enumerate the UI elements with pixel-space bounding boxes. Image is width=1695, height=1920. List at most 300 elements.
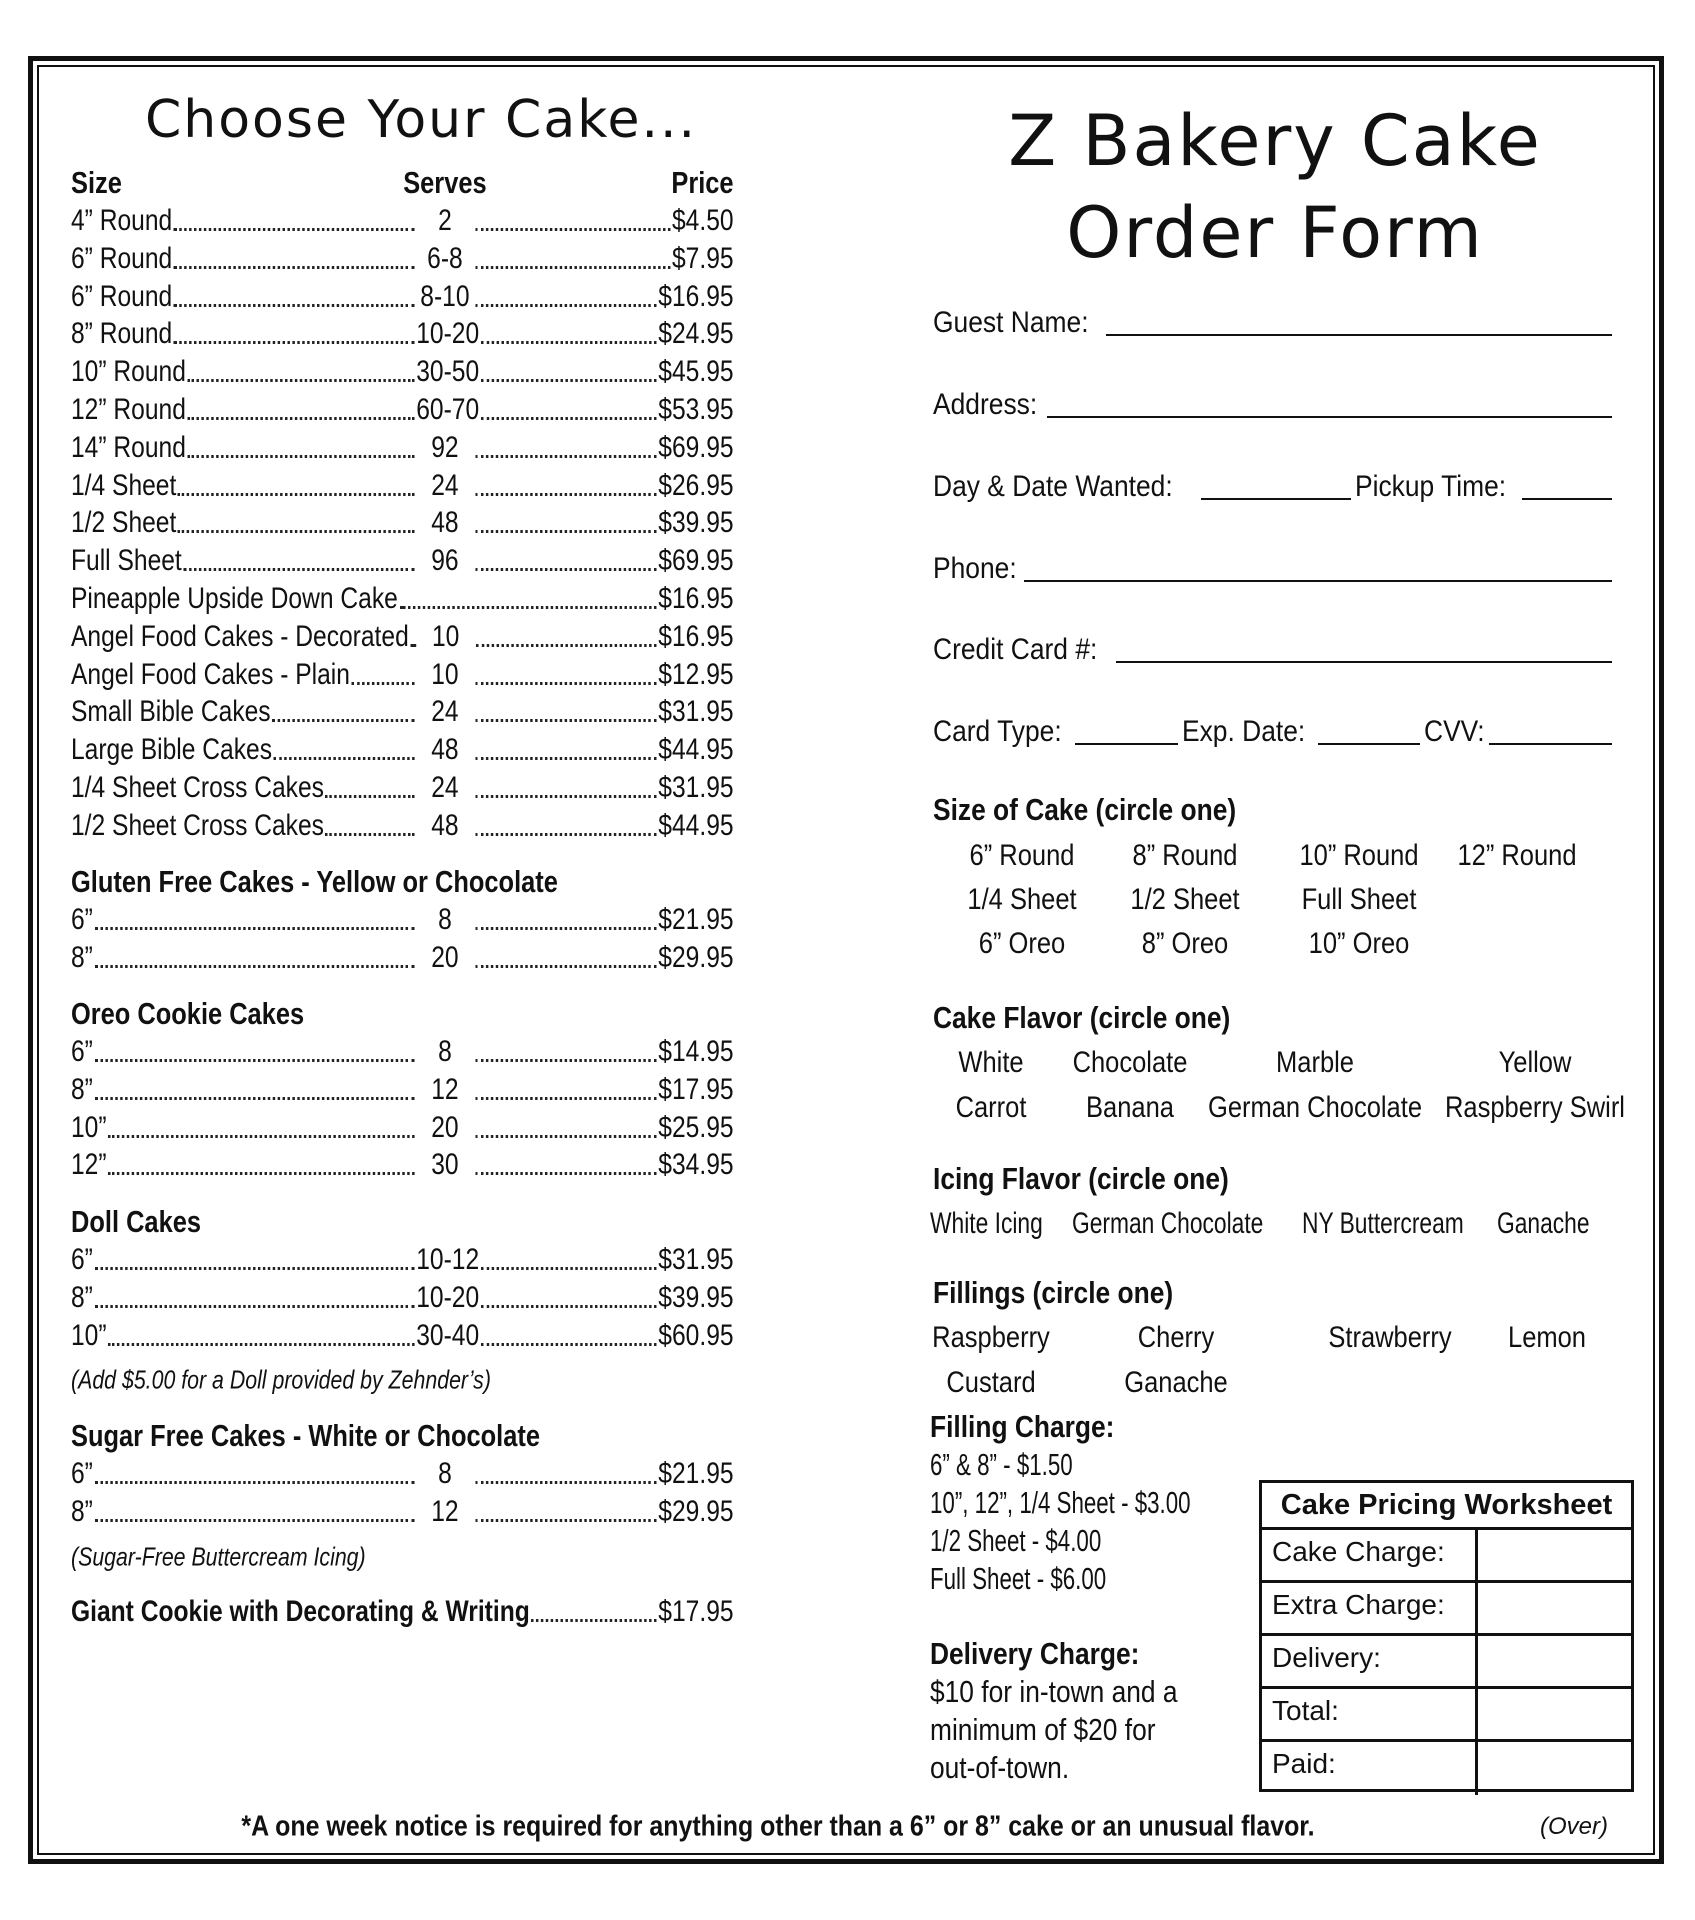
date-pickup-field[interactable] <box>933 464 1616 504</box>
price-part <box>474 694 734 730</box>
leader-dots <box>188 417 415 420</box>
size-part <box>71 808 416 844</box>
menu-row <box>71 316 734 352</box>
credit-card-line[interactable] <box>1116 661 1612 663</box>
size-part <box>71 505 416 541</box>
item-price: $21.95 <box>658 903 734 936</box>
size-part <box>71 1110 416 1146</box>
phone-label: Phone: <box>933 552 1017 585</box>
leader-dots <box>95 1267 415 1270</box>
flavor-option[interactable]: Banana <box>1086 1091 1174 1124</box>
leader-dots <box>183 568 414 571</box>
size-part <box>71 940 416 976</box>
guest-name-label: Guest Name: <box>933 306 1089 339</box>
filling-option[interactable]: Custard <box>946 1366 1036 1399</box>
size-part <box>71 279 416 315</box>
leader-dots <box>481 1305 657 1308</box>
price-part <box>474 468 734 504</box>
worksheet-label: Extra Charge: <box>1262 1583 1478 1633</box>
item-price: $31.95 <box>658 695 734 729</box>
price-part <box>474 657 734 693</box>
doll-note: (Add $5.00 for a Doll provided by Zehnder’s) <box>71 1364 491 1395</box>
leader-dots <box>476 644 657 647</box>
item-serves: 30 <box>431 1148 459 1182</box>
leader-dots <box>399 606 404 609</box>
leader-dots <box>188 379 415 382</box>
sugar-row <box>71 1456 734 1492</box>
size-section-title: Size of Cake (circle one) <box>933 792 1237 827</box>
item-price: $69.95 <box>658 544 734 578</box>
menu-row <box>71 808 734 844</box>
size-option[interactable]: 8” Oreo <box>1141 927 1229 960</box>
item-price: $7.95 <box>671 241 734 275</box>
price-part <box>474 1034 734 1070</box>
item-price: $17.95 <box>658 1595 734 1628</box>
icing-option[interactable]: Ganache <box>1497 1207 1590 1240</box>
price-part <box>474 902 734 938</box>
leader-dots <box>481 1343 657 1346</box>
leader-dots <box>475 455 656 458</box>
flavor-option[interactable]: Yellow <box>1498 1046 1572 1079</box>
size-part <box>71 1494 416 1530</box>
leader-dots <box>531 1619 656 1622</box>
leader-dots <box>108 1343 414 1346</box>
price-part <box>474 1072 734 1108</box>
filling-charge-line: 1/2 Sheet - $4.00 <box>930 1523 1102 1558</box>
item-size: Full Sheet <box>71 544 182 578</box>
delivery-charge-title: Delivery Charge: <box>930 1636 1140 1671</box>
pickup-label: Pickup Time: <box>1354 470 1506 503</box>
size-part <box>71 1034 416 1070</box>
worksheet-row <box>1262 1583 1631 1636</box>
item-size: 8” Round <box>71 317 173 351</box>
menu-row <box>71 657 734 693</box>
leader-dots <box>178 493 415 496</box>
leader-dots <box>475 266 670 269</box>
size-part <box>71 657 416 693</box>
item-price: $16.95 <box>658 582 734 615</box>
leader-dots <box>481 1267 657 1270</box>
size-part <box>71 770 416 806</box>
worksheet-value-cell[interactable] <box>1478 1583 1631 1633</box>
worksheet-row <box>1262 1742 1631 1795</box>
leader-dots <box>475 304 656 307</box>
pricing-worksheet <box>1259 1480 1634 1792</box>
menu-row <box>71 694 734 730</box>
item-price: $25.95 <box>658 1110 734 1144</box>
item-price: $69.95 <box>658 430 734 464</box>
item-serves: 24 <box>431 468 459 502</box>
over-note: (Over) <box>1540 1813 1608 1840</box>
leader-dots <box>272 719 414 722</box>
menu-row <box>71 581 734 617</box>
item-price: $44.95 <box>658 808 734 842</box>
leader-dots <box>274 757 415 760</box>
price-part <box>474 543 734 579</box>
worksheet-label: Cake Charge: <box>1262 1530 1478 1580</box>
item-size: 12” Round <box>71 393 186 426</box>
date-line[interactable] <box>1201 498 1350 500</box>
date-label: Day & Date Wanted: <box>933 470 1173 503</box>
worksheet-value-cell[interactable] <box>1478 1689 1631 1739</box>
cvv-label: CVV: <box>1424 715 1485 748</box>
item-serves: 6-8 <box>427 241 463 275</box>
phone-field[interactable] <box>933 546 1616 586</box>
leader-dots <box>95 1481 415 1484</box>
price-part <box>479 354 733 390</box>
item-serves: 24 <box>431 771 459 804</box>
item-price: $14.95 <box>658 1035 734 1068</box>
size-part <box>71 203 416 239</box>
item-serves: 48 <box>431 733 459 767</box>
oreo-row <box>71 1072 734 1108</box>
item-size: Large Bible Cakes <box>71 733 273 767</box>
item-size: 12” <box>71 1148 107 1182</box>
leader-dots <box>95 927 415 930</box>
leader-dots <box>475 530 656 533</box>
guest-name-line[interactable] <box>1106 334 1612 336</box>
size-option[interactable]: 1/2 Sheet <box>1130 883 1240 916</box>
leader-dots <box>475 719 656 722</box>
price-part <box>474 1110 734 1146</box>
size-option[interactable]: 10” Oreo <box>1308 927 1410 960</box>
item-size: 6” <box>71 903 93 936</box>
exp-line[interactable] <box>1318 743 1420 745</box>
size-option[interactable]: 6” Oreo <box>978 927 1066 960</box>
price-part <box>474 940 734 976</box>
size-option[interactable]: 6” Round <box>969 839 1075 872</box>
size-part <box>71 1242 416 1278</box>
filling-charge-line: 6” & 8” - $1.50 <box>930 1447 1073 1482</box>
item-serves: 20 <box>431 1110 459 1144</box>
worksheet-label: Delivery: <box>1262 1636 1478 1686</box>
form-title-line1: Z Bakery Cake <box>1008 100 1542 182</box>
price-part <box>474 808 734 844</box>
leader-dots <box>475 1481 656 1484</box>
worksheet-row <box>1262 1689 1631 1742</box>
leader-dots <box>326 795 415 798</box>
leader-dots <box>475 1097 656 1100</box>
price-part <box>479 392 733 428</box>
header-serves: Serves <box>403 165 487 200</box>
gluten-section-title: Gluten Free Cakes - Yellow or Chocolate <box>71 864 558 899</box>
size-part <box>71 1147 416 1183</box>
item-price: $53.95 <box>658 393 734 426</box>
size-part <box>71 543 416 579</box>
size-part <box>71 619 417 655</box>
filling-charge-title: Filling Charge: <box>930 1409 1115 1444</box>
guest-name-field[interactable] <box>933 300 1616 340</box>
size-option[interactable]: Full Sheet <box>1301 883 1417 916</box>
item-size: Angel Food Cakes - Decorated <box>71 619 409 653</box>
filling-section-title: Fillings (circle one) <box>933 1275 1174 1310</box>
credit-card-field[interactable] <box>933 627 1616 667</box>
doll-row <box>71 1280 734 1316</box>
leader-dots <box>326 833 415 836</box>
item-price: $31.95 <box>658 771 734 804</box>
flavor-option[interactable]: German Chocolate <box>1207 1091 1423 1124</box>
doll-row <box>71 1318 734 1354</box>
price-part <box>474 203 734 239</box>
price-part <box>479 1242 733 1278</box>
item-size: Giant Cookie with Decorating & Writing <box>71 1595 530 1628</box>
item-size: 6” <box>71 1457 93 1490</box>
leader-dots <box>475 795 656 798</box>
leader-dots <box>475 682 656 685</box>
size-part <box>71 1318 416 1354</box>
filling-charge-line: Full Sheet - $6.00 <box>930 1561 1107 1596</box>
address-label: Address: <box>933 388 1038 421</box>
item-serves: 10 <box>431 657 459 691</box>
item-serves: 8 <box>438 1035 452 1068</box>
worksheet-row <box>1262 1530 1631 1583</box>
item-size: 8” <box>71 1494 93 1528</box>
leader-dots <box>481 417 657 420</box>
leader-dots <box>352 682 415 685</box>
item-serves: 48 <box>431 808 459 842</box>
price-part <box>474 241 734 277</box>
size-part <box>71 430 416 466</box>
item-serves: 2 <box>438 204 452 237</box>
item-serves: 48 <box>431 506 459 540</box>
delivery-charge-line: $10 for in-town and a <box>930 1674 1178 1709</box>
leader-dots <box>475 1059 656 1062</box>
size-part <box>71 902 416 938</box>
price-part <box>474 732 734 768</box>
card-type-label: Card Type: <box>933 715 1062 748</box>
icing-option[interactable]: NY Buttercream <box>1302 1207 1464 1240</box>
size-part <box>71 316 416 352</box>
item-size: Angel Food Cakes - Plain <box>71 657 350 691</box>
item-serves: 8 <box>438 1457 452 1490</box>
flavor-option[interactable]: Carrot <box>955 1091 1027 1124</box>
leader-dots <box>95 965 415 968</box>
doll-row <box>71 1242 734 1278</box>
item-size: Small Bible Cakes <box>71 695 271 729</box>
notice-footer: *A one week notice is required for anything other than a 6” or 8” cake or an unusual flavor. <box>241 1810 1315 1843</box>
item-price: $24.95 <box>658 317 734 351</box>
address-field[interactable] <box>933 382 1616 422</box>
item-price: $4.50 <box>671 204 734 237</box>
item-price: $45.95 <box>658 355 734 389</box>
item-size: 4” Round <box>71 204 173 237</box>
worksheet-label: Total: <box>1262 1689 1478 1739</box>
item-price: $34.95 <box>658 1148 734 1182</box>
phone-line[interactable] <box>1024 580 1612 582</box>
item-price: $16.95 <box>658 619 734 653</box>
delivery-charge-line: minimum of $20 for <box>930 1712 1156 1747</box>
item-size: 6” Round <box>71 241 173 275</box>
worksheet-label: Paid: <box>1262 1742 1478 1795</box>
worksheet-title: Cake Pricing Worksheet <box>1262 1483 1631 1530</box>
item-price: $39.95 <box>658 506 734 540</box>
item-serves: 24 <box>431 695 459 729</box>
leader-dots <box>174 341 415 344</box>
price-part <box>479 1280 733 1316</box>
sugar-note: (Sugar-Free Buttercream Icing) <box>71 1541 366 1572</box>
flavor-option[interactable]: Raspberry Swirl <box>1445 1091 1625 1124</box>
leader-dots <box>178 530 415 533</box>
doll-section-title: Doll Cakes <box>71 1204 201 1239</box>
menu-row <box>71 505 734 541</box>
worksheet-row <box>1262 1636 1631 1689</box>
menu-row <box>71 354 734 390</box>
size-option[interactable]: 10” Round <box>1299 839 1419 872</box>
size-part <box>71 1280 416 1316</box>
item-size: 1/2 Sheet <box>71 506 177 540</box>
leader-dots <box>475 1135 656 1138</box>
flavor-section-title: Cake Flavor (circle one) <box>933 1000 1231 1035</box>
gluten-row <box>71 940 734 976</box>
item-size: 1/2 Sheet Cross Cakes <box>71 808 324 842</box>
oreo-row <box>71 1147 734 1183</box>
item-size: 8” <box>71 1280 93 1314</box>
credit-card-label: Credit Card #: <box>933 633 1098 666</box>
item-size: 14” Round <box>71 430 186 464</box>
size-part <box>71 468 416 504</box>
leader-dots <box>108 1135 414 1138</box>
item-size: 6” <box>71 1035 93 1068</box>
leader-dots <box>174 304 415 307</box>
item-price: $39.95 <box>658 1280 734 1314</box>
menu-title: Choose Your Cake... <box>144 90 698 150</box>
price-part <box>474 430 734 466</box>
item-serves: 10-20 <box>416 317 480 351</box>
price-part <box>474 619 733 655</box>
icing-option[interactable]: White Icing <box>930 1207 1043 1240</box>
flavor-option[interactable]: Chocolate <box>1072 1046 1188 1079</box>
item-size: 1/4 Sheet Cross Cakes <box>71 771 324 804</box>
leader-dots <box>95 1305 415 1308</box>
item-serves: 92 <box>431 430 459 464</box>
price-part <box>479 1318 733 1354</box>
filling-charge-line: 10”, 12”, 1/4 Sheet - $3.00 <box>930 1485 1191 1520</box>
item-serves: 12 <box>431 1072 459 1106</box>
oreo-section-title: Oreo Cookie Cakes <box>71 996 305 1031</box>
leader-dots <box>408 606 657 609</box>
filling-option[interactable]: Raspberry <box>932 1321 1050 1354</box>
worksheet-value-cell[interactable] <box>1478 1636 1631 1686</box>
item-size: Pineapple Upside Down Cake <box>71 582 398 615</box>
leader-dots <box>108 1172 414 1175</box>
filling-option[interactable]: Strawberry <box>1328 1321 1452 1354</box>
icing-option[interactable]: German Chocolate <box>1072 1207 1264 1240</box>
leader-dots <box>174 228 415 231</box>
leader-dots <box>95 1059 415 1062</box>
worksheet-value-cell[interactable] <box>1478 1742 1631 1795</box>
item-price: $12.95 <box>658 657 734 691</box>
size-part <box>71 392 416 428</box>
item-size: 8” <box>71 940 93 974</box>
size-part <box>71 241 416 277</box>
item-size: 6” <box>71 1243 93 1276</box>
item-size: 8” <box>71 1072 93 1106</box>
size-option[interactable]: 12” Round <box>1457 839 1577 872</box>
item-price: $29.95 <box>658 1494 734 1528</box>
filling-option[interactable]: Ganache <box>1124 1366 1228 1399</box>
price-part <box>474 1147 734 1183</box>
worksheet-value-cell[interactable] <box>1478 1530 1631 1580</box>
leader-dots <box>174 266 415 269</box>
item-price: $26.95 <box>658 468 734 502</box>
pickup-line[interactable] <box>1522 498 1612 500</box>
size-option[interactable]: 8” Round <box>1132 839 1238 872</box>
price-part <box>474 1494 734 1530</box>
leader-dots <box>95 1519 415 1522</box>
item-serves: 30-50 <box>416 355 480 389</box>
menu-row <box>71 732 734 768</box>
item-serves: 20 <box>431 940 459 974</box>
price-part <box>474 505 734 541</box>
oreo-row <box>71 1034 734 1070</box>
price-part <box>474 1456 734 1492</box>
item-serves: 10-12 <box>416 1243 480 1276</box>
oreo-row <box>71 1110 734 1146</box>
menu-row <box>71 468 734 504</box>
leader-dots <box>475 228 670 231</box>
flavor-option[interactable]: White <box>958 1046 1024 1079</box>
leader-dots <box>475 568 656 571</box>
item-price: $29.95 <box>658 940 734 974</box>
form-title-line2: Order Form <box>1066 192 1484 274</box>
size-part <box>71 732 416 768</box>
sugar-row <box>71 1494 734 1530</box>
leader-dots <box>475 1519 656 1522</box>
filling-option[interactable]: Lemon <box>1508 1321 1586 1354</box>
card-details-field[interactable] <box>933 709 1616 749</box>
sugar-section-title: Sugar Free Cakes - White or Chocolate <box>71 1418 540 1453</box>
price-part <box>474 770 734 806</box>
item-serves: 8-10 <box>420 279 470 313</box>
leader-dots <box>475 833 656 836</box>
price-part <box>406 581 734 617</box>
leader-dots <box>188 455 415 458</box>
leader-dots <box>475 757 656 760</box>
cvv-line[interactable] <box>1489 743 1612 745</box>
menu-row <box>71 203 734 239</box>
leader-dots <box>475 965 656 968</box>
menu-row <box>71 619 734 655</box>
item-serves: 60-70 <box>416 393 480 426</box>
size-option[interactable]: 1/4 Sheet <box>967 883 1077 916</box>
address-line[interactable] <box>1047 416 1612 418</box>
item-serves: 8 <box>438 903 452 936</box>
menu-row <box>71 543 734 579</box>
flavor-option[interactable]: Marble <box>1276 1046 1354 1079</box>
leader-dots <box>410 644 415 647</box>
item-size: 10” Round <box>71 355 186 389</box>
item-serves: 12 <box>431 1494 459 1528</box>
menu-row <box>71 241 734 277</box>
menu-row <box>71 430 734 466</box>
menu-row <box>71 279 734 315</box>
header-size: Size <box>71 165 122 200</box>
giant-cookie-row <box>71 1594 734 1630</box>
item-size: 1/4 Sheet <box>71 468 177 502</box>
card-type-line[interactable] <box>1075 743 1177 745</box>
item-serves: 96 <box>431 544 459 578</box>
menu-row <box>71 392 734 428</box>
filling-option[interactable]: Cherry <box>1137 1321 1215 1354</box>
leader-dots <box>481 341 657 344</box>
item-price: $16.95 <box>658 279 734 313</box>
item-serves: 10-20 <box>416 1280 480 1314</box>
size-part <box>71 354 416 390</box>
leader-dots <box>475 927 656 930</box>
exp-label: Exp. Date: <box>1181 715 1305 748</box>
item-price: $60.95 <box>658 1318 734 1352</box>
icing-section-title: Icing Flavor (circle one) <box>933 1161 1229 1196</box>
